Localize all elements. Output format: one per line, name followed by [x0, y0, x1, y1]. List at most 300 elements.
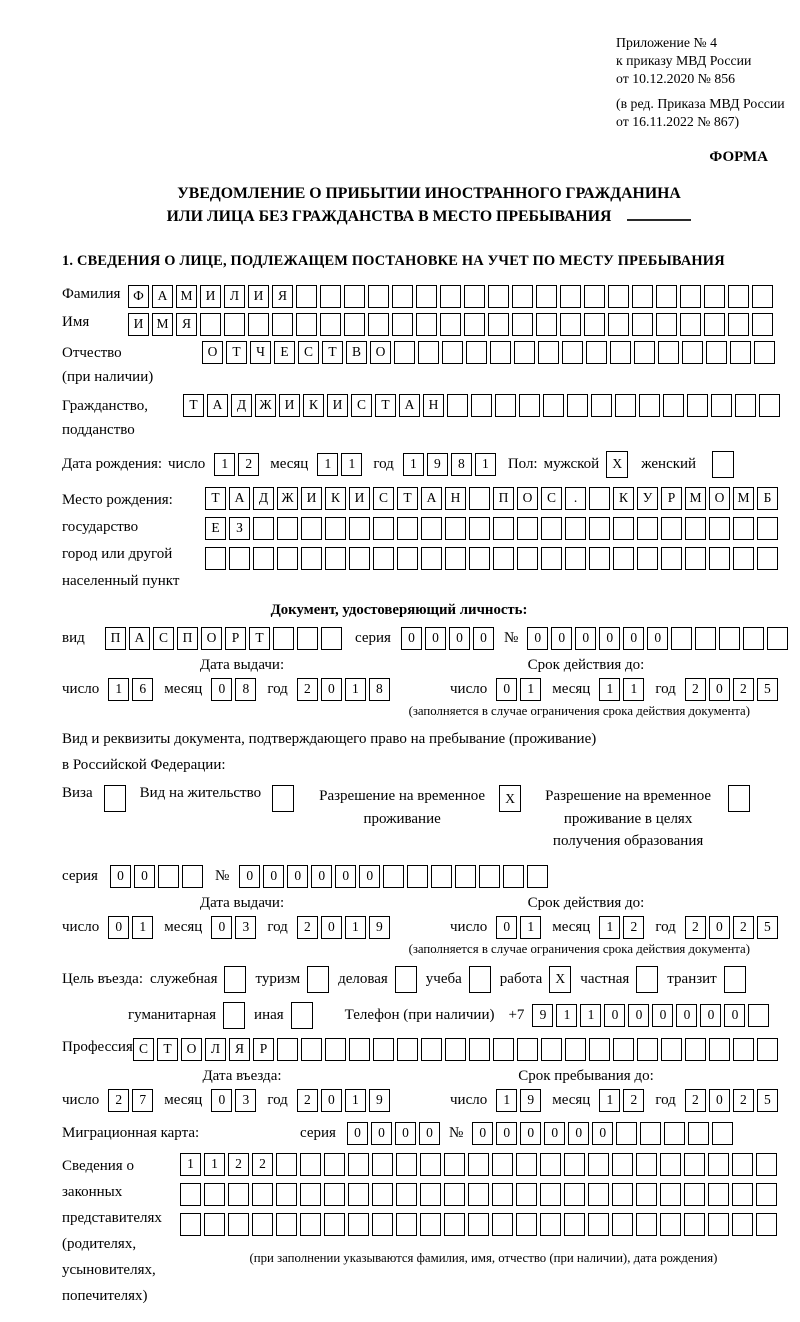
- char-cell[interactable]: 0: [359, 865, 380, 888]
- char-cell[interactable]: [560, 313, 581, 336]
- char-cell[interactable]: [252, 1183, 273, 1206]
- char-cell[interactable]: [743, 627, 764, 650]
- char-cell[interactable]: С: [298, 341, 319, 364]
- char-cell[interactable]: 2: [108, 1089, 129, 1112]
- char-cell[interactable]: [688, 1122, 709, 1145]
- char-cell[interactable]: [503, 865, 524, 888]
- char-cell[interactable]: 5: [757, 1089, 778, 1112]
- char-cell[interactable]: [591, 394, 612, 417]
- char-cell[interactable]: [373, 1038, 394, 1061]
- char-cell[interactable]: [684, 1213, 705, 1236]
- char-cell[interactable]: Р: [225, 627, 246, 650]
- char-cell[interactable]: [182, 865, 203, 888]
- char-cell[interactable]: [277, 517, 298, 540]
- char-cell[interactable]: [634, 341, 655, 364]
- char-cell[interactable]: 0: [321, 1089, 342, 1112]
- char-cell[interactable]: [767, 627, 788, 650]
- char-cell[interactable]: С: [541, 487, 562, 510]
- option-temp-residence-education-checkbox[interactable]: [728, 785, 750, 812]
- char-cell[interactable]: [444, 1213, 465, 1236]
- char-cell[interactable]: [632, 313, 653, 336]
- char-cell[interactable]: 3: [235, 1089, 256, 1112]
- char-cell[interactable]: [180, 1213, 201, 1236]
- char-cell[interactable]: [660, 1153, 681, 1176]
- char-cell[interactable]: [229, 547, 250, 570]
- char-cell[interactable]: [277, 547, 298, 570]
- char-cell[interactable]: [420, 1153, 441, 1176]
- char-cell[interactable]: З: [229, 517, 250, 540]
- char-cell[interactable]: 2: [297, 678, 318, 701]
- char-cell[interactable]: [708, 1213, 729, 1236]
- char-cell[interactable]: [685, 517, 706, 540]
- char-cell[interactable]: [397, 517, 418, 540]
- char-cell[interactable]: 0: [108, 916, 129, 939]
- char-cell[interactable]: [396, 1213, 417, 1236]
- char-cell[interactable]: О: [370, 341, 391, 364]
- char-cell[interactable]: И: [279, 394, 300, 417]
- char-cell[interactable]: [586, 341, 607, 364]
- char-cell[interactable]: [204, 1183, 225, 1206]
- char-cell[interactable]: 6: [132, 678, 153, 701]
- sex-male-checkbox[interactable]: X: [606, 451, 628, 478]
- char-cell[interactable]: [536, 313, 557, 336]
- char-cell[interactable]: 0: [110, 865, 131, 888]
- char-cell[interactable]: [685, 547, 706, 570]
- char-cell[interactable]: И: [301, 487, 322, 510]
- char-cell[interactable]: 1: [520, 678, 541, 701]
- char-cell[interactable]: 0: [527, 627, 548, 650]
- char-cell[interactable]: [613, 1038, 634, 1061]
- char-cell[interactable]: [469, 1038, 490, 1061]
- char-cell[interactable]: 9: [369, 916, 390, 939]
- char-cell[interactable]: [348, 1153, 369, 1176]
- char-cell[interactable]: [416, 285, 437, 308]
- char-cell[interactable]: [416, 313, 437, 336]
- char-cell[interactable]: [756, 1213, 777, 1236]
- char-cell[interactable]: [637, 1038, 658, 1061]
- purpose-official-checkbox[interactable]: [224, 966, 246, 993]
- char-cell[interactable]: И: [128, 313, 149, 336]
- char-cell[interactable]: К: [325, 487, 346, 510]
- char-cell[interactable]: [296, 285, 317, 308]
- char-cell[interactable]: 0: [520, 1122, 541, 1145]
- char-cell[interactable]: 0: [496, 916, 517, 939]
- purpose-work-checkbox[interactable]: X: [549, 966, 571, 993]
- char-cell[interactable]: [656, 313, 677, 336]
- char-cell[interactable]: [276, 1213, 297, 1236]
- char-cell[interactable]: 2: [297, 916, 318, 939]
- char-cell[interactable]: 0: [263, 865, 284, 888]
- char-cell[interactable]: 9: [427, 453, 448, 476]
- char-cell[interactable]: [704, 285, 725, 308]
- char-cell[interactable]: [589, 1038, 610, 1061]
- char-cell[interactable]: 2: [733, 1089, 754, 1112]
- char-cell[interactable]: К: [303, 394, 324, 417]
- char-cell[interactable]: [321, 627, 342, 650]
- char-cell[interactable]: [759, 394, 780, 417]
- char-cell[interactable]: [228, 1213, 249, 1236]
- char-cell[interactable]: 0: [652, 1004, 673, 1027]
- char-cell[interactable]: 0: [700, 1004, 721, 1027]
- char-cell[interactable]: [204, 1213, 225, 1236]
- char-cell[interactable]: [680, 285, 701, 308]
- char-cell[interactable]: М: [733, 487, 754, 510]
- char-cell[interactable]: [324, 1183, 345, 1206]
- char-cell[interactable]: [752, 313, 773, 336]
- char-cell[interactable]: [224, 313, 245, 336]
- option-residence-permit-checkbox[interactable]: [272, 785, 294, 812]
- char-cell[interactable]: [565, 547, 586, 570]
- char-cell[interactable]: [372, 1153, 393, 1176]
- char-cell[interactable]: 0: [709, 678, 730, 701]
- char-cell[interactable]: .: [565, 487, 586, 510]
- char-cell[interactable]: 2: [228, 1153, 249, 1176]
- char-cell[interactable]: 0: [419, 1122, 440, 1145]
- char-cell[interactable]: [733, 547, 754, 570]
- char-cell[interactable]: [517, 517, 538, 540]
- char-cell[interactable]: [495, 394, 516, 417]
- char-cell[interactable]: [661, 1038, 682, 1061]
- char-cell[interactable]: [682, 341, 703, 364]
- char-cell[interactable]: [469, 517, 490, 540]
- char-cell[interactable]: 0: [335, 865, 356, 888]
- char-cell[interactable]: [471, 394, 492, 417]
- char-cell[interactable]: [324, 1213, 345, 1236]
- char-cell[interactable]: [754, 341, 775, 364]
- char-cell[interactable]: [469, 547, 490, 570]
- char-cell[interactable]: 0: [647, 627, 668, 650]
- char-cell[interactable]: [757, 1038, 778, 1061]
- char-cell[interactable]: [615, 394, 636, 417]
- char-cell[interactable]: 1: [204, 1153, 225, 1176]
- char-cell[interactable]: 1: [180, 1153, 201, 1176]
- char-cell[interactable]: [536, 285, 557, 308]
- char-cell[interactable]: [468, 1153, 489, 1176]
- char-cell[interactable]: [272, 313, 293, 336]
- char-cell[interactable]: [296, 313, 317, 336]
- char-cell[interactable]: [527, 865, 548, 888]
- char-cell[interactable]: [612, 1153, 633, 1176]
- char-cell[interactable]: 1: [345, 916, 366, 939]
- char-cell[interactable]: 0: [425, 627, 446, 650]
- char-cell[interactable]: 0: [496, 678, 517, 701]
- char-cell[interactable]: [397, 1038, 418, 1061]
- char-cell[interactable]: Я: [229, 1038, 250, 1061]
- char-cell[interactable]: 8: [235, 678, 256, 701]
- char-cell[interactable]: [709, 1038, 730, 1061]
- char-cell[interactable]: [493, 517, 514, 540]
- char-cell[interactable]: 0: [676, 1004, 697, 1027]
- char-cell[interactable]: 1: [520, 916, 541, 939]
- char-cell[interactable]: [616, 1122, 637, 1145]
- char-cell[interactable]: С: [153, 627, 174, 650]
- char-cell[interactable]: [538, 341, 559, 364]
- char-cell[interactable]: [493, 1038, 514, 1061]
- char-cell[interactable]: [468, 1183, 489, 1206]
- char-cell[interactable]: [276, 1183, 297, 1206]
- char-cell[interactable]: [512, 313, 533, 336]
- char-cell[interactable]: 2: [685, 916, 706, 939]
- char-cell[interactable]: 1: [496, 1089, 517, 1112]
- char-cell[interactable]: [464, 313, 485, 336]
- char-cell[interactable]: 0: [551, 627, 572, 650]
- char-cell[interactable]: [200, 313, 221, 336]
- char-cell[interactable]: [383, 865, 404, 888]
- char-cell[interactable]: С: [373, 487, 394, 510]
- option-visa-checkbox[interactable]: [104, 785, 126, 812]
- char-cell[interactable]: 1: [599, 1089, 620, 1112]
- char-cell[interactable]: 5: [757, 678, 778, 701]
- char-cell[interactable]: 0: [395, 1122, 416, 1145]
- char-cell[interactable]: Т: [157, 1038, 178, 1061]
- char-cell[interactable]: [613, 517, 634, 540]
- char-cell[interactable]: [564, 1213, 585, 1236]
- char-cell[interactable]: И: [248, 285, 269, 308]
- char-cell[interactable]: [158, 865, 179, 888]
- char-cell[interactable]: 0: [134, 865, 155, 888]
- char-cell[interactable]: 9: [369, 1089, 390, 1112]
- char-cell[interactable]: 0: [287, 865, 308, 888]
- char-cell[interactable]: 1: [556, 1004, 577, 1027]
- char-cell[interactable]: [349, 1038, 370, 1061]
- char-cell[interactable]: И: [349, 487, 370, 510]
- purpose-other-checkbox[interactable]: [291, 1002, 313, 1029]
- char-cell[interactable]: [464, 285, 485, 308]
- char-cell[interactable]: [445, 547, 466, 570]
- char-cell[interactable]: [368, 285, 389, 308]
- char-cell[interactable]: [733, 1038, 754, 1061]
- char-cell[interactable]: 1: [341, 453, 362, 476]
- char-cell[interactable]: [664, 1122, 685, 1145]
- char-cell[interactable]: [517, 1038, 538, 1061]
- char-cell[interactable]: [396, 1183, 417, 1206]
- char-cell[interactable]: [562, 341, 583, 364]
- char-cell[interactable]: [730, 341, 751, 364]
- char-cell[interactable]: Ж: [255, 394, 276, 417]
- char-cell[interactable]: [517, 547, 538, 570]
- char-cell[interactable]: А: [421, 487, 442, 510]
- char-cell[interactable]: [640, 1122, 661, 1145]
- char-cell[interactable]: [608, 285, 629, 308]
- char-cell[interactable]: М: [685, 487, 706, 510]
- char-cell[interactable]: Т: [183, 394, 204, 417]
- char-cell[interactable]: Д: [253, 487, 274, 510]
- char-cell[interactable]: О: [201, 627, 222, 650]
- char-cell[interactable]: 8: [369, 678, 390, 701]
- char-cell[interactable]: 0: [401, 627, 422, 650]
- char-cell[interactable]: [348, 1213, 369, 1236]
- char-cell[interactable]: [560, 285, 581, 308]
- char-cell[interactable]: [567, 394, 588, 417]
- char-cell[interactable]: 0: [604, 1004, 625, 1027]
- char-cell[interactable]: У: [637, 487, 658, 510]
- char-cell[interactable]: П: [105, 627, 126, 650]
- char-cell[interactable]: [431, 865, 452, 888]
- char-cell[interactable]: [541, 1038, 562, 1061]
- char-cell[interactable]: 0: [592, 1122, 613, 1145]
- char-cell[interactable]: [610, 341, 631, 364]
- purpose-humanitarian-checkbox[interactable]: [223, 1002, 245, 1029]
- char-cell[interactable]: [490, 341, 511, 364]
- char-cell[interactable]: [757, 547, 778, 570]
- char-cell[interactable]: [488, 285, 509, 308]
- char-cell[interactable]: 0: [211, 916, 232, 939]
- char-cell[interactable]: [752, 285, 773, 308]
- char-cell[interactable]: 1: [403, 453, 424, 476]
- char-cell[interactable]: [447, 394, 468, 417]
- char-cell[interactable]: [687, 394, 708, 417]
- char-cell[interactable]: 9: [520, 1089, 541, 1112]
- purpose-tourism-checkbox[interactable]: [307, 966, 329, 993]
- char-cell[interactable]: [658, 341, 679, 364]
- char-cell[interactable]: [297, 627, 318, 650]
- char-cell[interactable]: [300, 1183, 321, 1206]
- char-cell[interactable]: [421, 517, 442, 540]
- char-cell[interactable]: [639, 394, 660, 417]
- char-cell[interactable]: 1: [475, 453, 496, 476]
- char-cell[interactable]: [588, 1183, 609, 1206]
- purpose-private-checkbox[interactable]: [636, 966, 658, 993]
- char-cell[interactable]: [565, 1038, 586, 1061]
- char-cell[interactable]: Н: [423, 394, 444, 417]
- char-cell[interactable]: Б: [757, 487, 778, 510]
- char-cell[interactable]: 7: [132, 1089, 153, 1112]
- char-cell[interactable]: [712, 1122, 733, 1145]
- char-cell[interactable]: [636, 1153, 657, 1176]
- char-cell[interactable]: [748, 1004, 769, 1027]
- char-cell[interactable]: [516, 1183, 537, 1206]
- char-cell[interactable]: [709, 517, 730, 540]
- char-cell[interactable]: [660, 1183, 681, 1206]
- char-cell[interactable]: [637, 517, 658, 540]
- char-cell[interactable]: [468, 1213, 489, 1236]
- char-cell[interactable]: Т: [205, 487, 226, 510]
- char-cell[interactable]: 0: [321, 678, 342, 701]
- char-cell[interactable]: С: [133, 1038, 154, 1061]
- char-cell[interactable]: 0: [239, 865, 260, 888]
- char-cell[interactable]: М: [152, 313, 173, 336]
- char-cell[interactable]: А: [399, 394, 420, 417]
- char-cell[interactable]: 0: [568, 1122, 589, 1145]
- char-cell[interactable]: [455, 865, 476, 888]
- char-cell[interactable]: [732, 1153, 753, 1176]
- char-cell[interactable]: Я: [176, 313, 197, 336]
- char-cell[interactable]: [325, 517, 346, 540]
- char-cell[interactable]: [421, 547, 442, 570]
- char-cell[interactable]: [695, 627, 716, 650]
- char-cell[interactable]: 0: [724, 1004, 745, 1027]
- char-cell[interactable]: [488, 313, 509, 336]
- char-cell[interactable]: 2: [297, 1089, 318, 1112]
- char-cell[interactable]: 9: [532, 1004, 553, 1027]
- char-cell[interactable]: [613, 547, 634, 570]
- char-cell[interactable]: [325, 1038, 346, 1061]
- char-cell[interactable]: [368, 313, 389, 336]
- char-cell[interactable]: 0: [311, 865, 332, 888]
- char-cell[interactable]: [512, 285, 533, 308]
- char-cell[interactable]: [301, 1038, 322, 1061]
- char-cell[interactable]: 0: [575, 627, 596, 650]
- char-cell[interactable]: [708, 1183, 729, 1206]
- char-cell[interactable]: [684, 1153, 705, 1176]
- option-temp-residence-checkbox[interactable]: X: [499, 785, 521, 812]
- char-cell[interactable]: 1: [345, 678, 366, 701]
- char-cell[interactable]: Л: [224, 285, 245, 308]
- char-cell[interactable]: 1: [623, 678, 644, 701]
- char-cell[interactable]: [276, 1153, 297, 1176]
- char-cell[interactable]: А: [229, 487, 250, 510]
- char-cell[interactable]: [445, 517, 466, 540]
- char-cell[interactable]: [732, 1183, 753, 1206]
- char-cell[interactable]: Т: [226, 341, 247, 364]
- char-cell[interactable]: [396, 1153, 417, 1176]
- char-cell[interactable]: Ж: [277, 487, 298, 510]
- char-cell[interactable]: 0: [496, 1122, 517, 1145]
- char-cell[interactable]: [440, 285, 461, 308]
- char-cell[interactable]: 2: [733, 678, 754, 701]
- char-cell[interactable]: [541, 517, 562, 540]
- char-cell[interactable]: [373, 517, 394, 540]
- char-cell[interactable]: [516, 1213, 537, 1236]
- char-cell[interactable]: [565, 517, 586, 540]
- char-cell[interactable]: С: [351, 394, 372, 417]
- char-cell[interactable]: [479, 865, 500, 888]
- char-cell[interactable]: [637, 547, 658, 570]
- char-cell[interactable]: [608, 313, 629, 336]
- char-cell[interactable]: [732, 1213, 753, 1236]
- char-cell[interactable]: [324, 1153, 345, 1176]
- char-cell[interactable]: [564, 1183, 585, 1206]
- char-cell[interactable]: [301, 517, 322, 540]
- char-cell[interactable]: Д: [231, 394, 252, 417]
- char-cell[interactable]: [301, 547, 322, 570]
- char-cell[interactable]: А: [129, 627, 150, 650]
- char-cell[interactable]: [540, 1153, 561, 1176]
- char-cell[interactable]: К: [613, 487, 634, 510]
- char-cell[interactable]: [348, 1183, 369, 1206]
- char-cell[interactable]: 1: [214, 453, 235, 476]
- char-cell[interactable]: Н: [445, 487, 466, 510]
- char-cell[interactable]: [589, 517, 610, 540]
- char-cell[interactable]: [735, 394, 756, 417]
- char-cell[interactable]: [493, 547, 514, 570]
- char-cell[interactable]: Я: [272, 285, 293, 308]
- char-cell[interactable]: 2: [623, 1089, 644, 1112]
- char-cell[interactable]: 1: [345, 1089, 366, 1112]
- char-cell[interactable]: [612, 1213, 633, 1236]
- char-cell[interactable]: [180, 1183, 201, 1206]
- char-cell[interactable]: [661, 547, 682, 570]
- char-cell[interactable]: О: [181, 1038, 202, 1061]
- char-cell[interactable]: Е: [274, 341, 295, 364]
- char-cell[interactable]: Р: [253, 1038, 274, 1061]
- char-cell[interactable]: [636, 1183, 657, 1206]
- char-cell[interactable]: [445, 1038, 466, 1061]
- char-cell[interactable]: [349, 547, 370, 570]
- char-cell[interactable]: [564, 1153, 585, 1176]
- char-cell[interactable]: [392, 313, 413, 336]
- char-cell[interactable]: 0: [709, 916, 730, 939]
- char-cell[interactable]: 0: [472, 1122, 493, 1145]
- purpose-business-checkbox[interactable]: [395, 966, 417, 993]
- char-cell[interactable]: [728, 313, 749, 336]
- char-cell[interactable]: 0: [347, 1122, 368, 1145]
- char-cell[interactable]: 2: [623, 916, 644, 939]
- char-cell[interactable]: [444, 1153, 465, 1176]
- char-cell[interactable]: [407, 865, 428, 888]
- char-cell[interactable]: 1: [317, 453, 338, 476]
- char-cell[interactable]: [756, 1183, 777, 1206]
